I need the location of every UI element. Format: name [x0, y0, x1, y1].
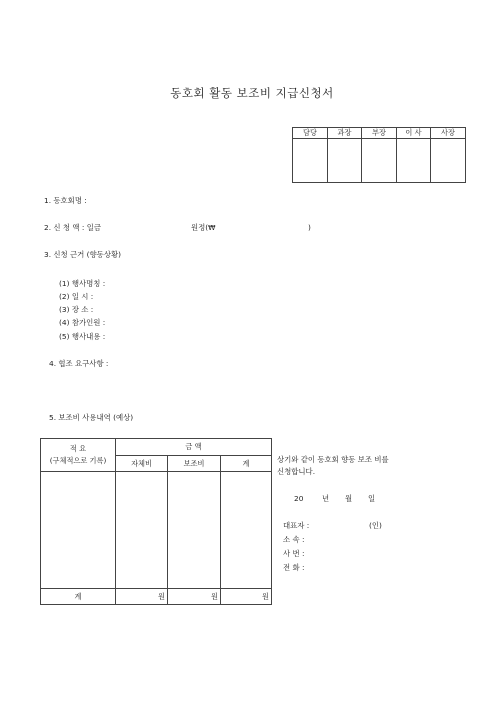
amount-close-paren: ) — [308, 223, 311, 232]
approval-sign-cell[interactable] — [362, 139, 397, 183]
date-month-label: 월 — [345, 494, 353, 503]
application-statement-line2: 신청합니다. — [277, 467, 316, 476]
amount-label: 2. 신 청 액 : 일금 — [44, 223, 101, 232]
event-date-label: (2) 일 시 : — [59, 292, 94, 301]
usage-item-title: 적 요 — [69, 444, 87, 453]
approval-header-row — [293, 128, 466, 139]
event-attendees-label: (4) 참가인원 : — [59, 318, 106, 327]
cooperation-label: 4. 협조 요구사항 : — [49, 359, 109, 368]
approval-sign-cell[interactable] — [328, 139, 362, 183]
usage-total-cell[interactable] — [221, 472, 272, 589]
phone-label: 전 화 : — [283, 563, 305, 572]
usage-total-subsidy-won: 원 — [168, 589, 221, 605]
date-day-label: 일 — [368, 494, 376, 503]
usage-body-row — [41, 472, 272, 589]
approval-header-sajang: 사장 — [431, 128, 466, 139]
approval-sign-cell[interactable] — [293, 139, 328, 183]
dept-label: 소 속 : — [283, 535, 305, 544]
approval-header-isa: 이 사 — [397, 128, 431, 139]
usage-total-label: 계 — [41, 589, 116, 605]
usage-col-self: 자체비 — [116, 456, 168, 472]
approval-table — [292, 127, 466, 183]
usage-col-total: 계 — [221, 456, 272, 472]
usage-table — [40, 438, 272, 605]
usage-total-self-won: 원 — [116, 589, 168, 605]
usage-item-note: (구체적으로 기록) — [49, 456, 107, 465]
usage-col-subsidy: 보조비 — [168, 456, 221, 472]
approval-header-bujang: 부장 — [362, 128, 397, 139]
approval-sign-cell[interactable] — [397, 139, 431, 183]
club-name-label: 1. 동호회명 : — [44, 196, 87, 205]
event-content-label: (5) 행사내용 : — [59, 332, 106, 341]
amount-won-label: 원정(₩ — [191, 223, 216, 232]
representative-label: 대표자 : — [283, 521, 310, 530]
usage-subsidy-cell[interactable] — [168, 472, 221, 589]
page-title: 동호회 활동 보조비 지급신청서 — [170, 86, 334, 100]
event-name-label: (1) 행사명칭 : — [59, 279, 106, 288]
usage-item-cell[interactable] — [41, 472, 116, 589]
seal-label: (인) — [369, 521, 382, 530]
usage-label: 5. 보조비 사용내역 (예상) — [49, 413, 134, 422]
approval-header-damdang: 담당 — [293, 128, 328, 139]
usage-self-cell[interactable] — [116, 472, 168, 589]
emp-no-label: 사 번 : — [283, 549, 305, 558]
basis-label: 3. 신청 근거 (향동상황) — [44, 250, 121, 259]
approval-sign-cell[interactable] — [431, 139, 466, 183]
date-year-label: 년 — [322, 494, 330, 503]
approval-sign-row — [293, 139, 466, 183]
usage-total-sum-won: 원 — [221, 589, 272, 605]
date-year-prefix: 20 — [294, 494, 304, 503]
usage-total-row — [41, 589, 272, 605]
application-statement-line1: 상기와 같이 동호회 향동 보조 비를 — [277, 455, 389, 464]
usage-item-header — [41, 439, 116, 472]
usage-amount-header: 금 액 — [116, 439, 272, 456]
event-place-label: (3) 장 소 : — [59, 305, 94, 314]
approval-header-gwajang: 과장 — [328, 128, 362, 139]
usage-header-row — [41, 439, 272, 456]
